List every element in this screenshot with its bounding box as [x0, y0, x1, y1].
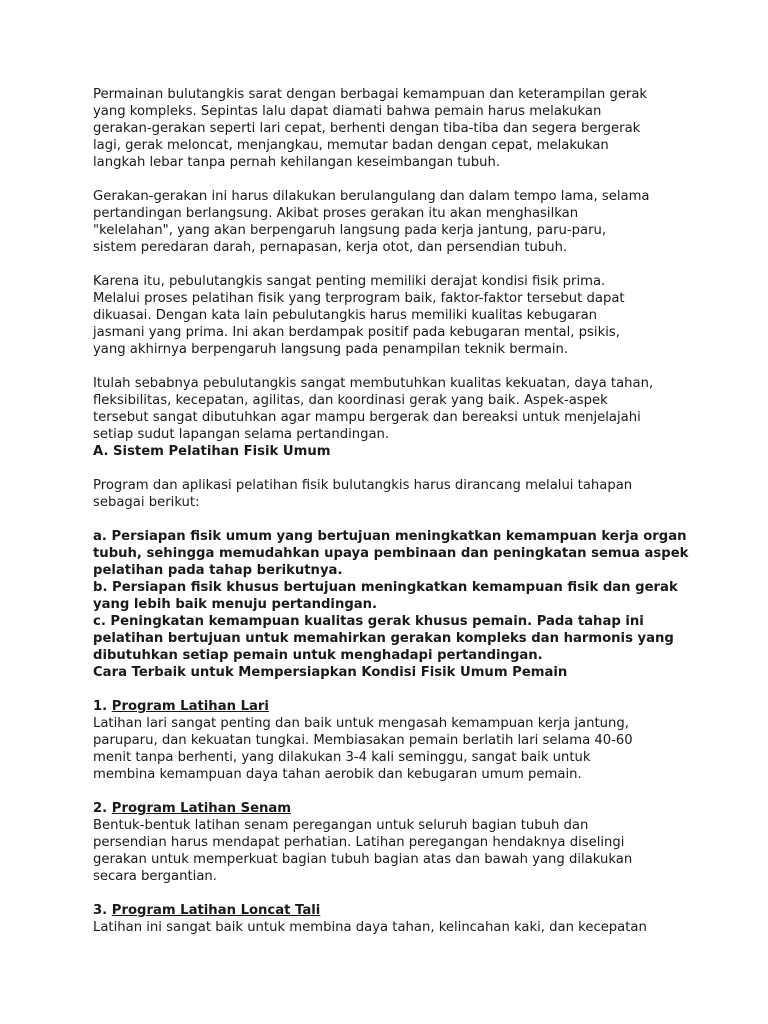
text-line: gerakan-gerakan seperti lari cepat, berhenti dengan tiba-tiba dan segera bergerak: [93, 121, 641, 136]
text-line: yang akhirnya berpengaruh langsung pada penampilan teknik bermain.: [93, 342, 569, 357]
text-line: langkah lebar tanpa pernah kehilangan keseimbangan tubuh.: [93, 155, 501, 170]
list-item: pelatihan bertujuan untuk memahirkan gerakan kompleks dan harmonis yang: [93, 631, 674, 646]
text-line: Melalui proses pelatihan fisik yang terprogram baik, faktor-faktor tersebut dapat: [93, 291, 625, 306]
paragraph-intro: [93, 86, 693, 171]
program-title: Program Latihan Lari: [111, 699, 269, 714]
program-3-heading: [93, 902, 693, 919]
program-2-heading: [93, 800, 693, 817]
list-item: a. Persiapan fisik umum yang bertujuan meningkatkan kemampuan kerja organ: [93, 529, 687, 544]
program-number: 3.: [93, 903, 112, 918]
text-line: gerakan untuk memperkuat bagian tubuh bagian atas dan bawah yang dilakukan: [93, 852, 633, 867]
text-line: Permainan bulutangkis sarat dengan berbagai kemampuan dan keterampilan gerak: [93, 87, 648, 102]
text-line: lagi, gerak meloncat, menjangkau, memutar badan dengan cepat, melakukan: [93, 138, 609, 153]
text-line: Bentuk-bentuk latihan senam peregangan untuk seluruh bagian tubuh dan: [93, 818, 589, 833]
text-line: menit tanpa berhenti, yang dilakukan 3-4 kali seminggu, sangat baik untuk: [93, 750, 591, 765]
list-item: b. Persiapan fisik khusus bertujuan meningkatkan kemampuan fisik dan gerak: [93, 580, 678, 595]
list-item: c. Peningkatan kemampuan kualitas gerak khusus pemain. Pada tahap ini: [93, 614, 644, 629]
text-line: fleksibilitas, kecepatan, agilitas, dan koordinasi gerak yang baik. Aspek-aspek: [93, 393, 608, 408]
text-line: Program dan aplikasi pelatihan fisik bulutangkis harus dirancang melalui tahapan: [93, 478, 633, 493]
text-line: "kelelahan", yang akan berpengaruh langsung pada kerja jantung, paru-paru,: [93, 223, 607, 238]
paragraph-gerakan: [93, 188, 693, 256]
program-2-body: [93, 817, 693, 885]
text-line: membina kemampuan daya tahan aerobik dan kebugaran umum pemain.: [93, 767, 582, 782]
text-line: jasmani yang prima. Ini akan berdampak positif pada kebugaran mental, psikis,: [93, 325, 620, 340]
text-line: Gerakan-gerakan ini harus dilakukan berulangulang dan dalam tempo lama, selama: [93, 189, 650, 204]
paragraph-itulah: [93, 375, 693, 443]
text-line: yang kompleks. Sepintas lalu dapat diamati bahwa pemain harus melakukan: [93, 104, 602, 119]
program-title: Program Latihan Loncat Tali: [111, 903, 321, 918]
paragraph-karena: [93, 273, 693, 358]
text-line: persendian harus mendapat perhatian. Latihan peregangan hendaknya diselingi: [93, 835, 625, 850]
text-line: secara bergantian.: [93, 869, 217, 884]
text-line: sebagai berikut:: [93, 495, 200, 510]
text-line: setiap sudut lapangan selama pertandingan.: [93, 427, 390, 442]
section-cara-heading: Cara Terbaik untuk Mempersiapkan Kondisi Fisik Umum Pemain: [93, 665, 568, 680]
text-line: Latihan ini sangat baik untuk membina daya tahan, kelincahan kaki, dan kecepatan: [93, 920, 647, 935]
program-1-body: [93, 715, 693, 783]
section-a-heading: A. Sistem Pelatihan Fisik Umum: [93, 444, 331, 459]
list-item: yang lebih baik menuju pertandingan.: [93, 597, 378, 612]
list-item: dibutuhkan setiap pemain untuk menghadapi pertandingan.: [93, 648, 543, 663]
section-a-intro: [93, 477, 693, 511]
text-line: pertandingan berlangsung. Akibat proses gerakan itu akan menghasilkan: [93, 206, 579, 221]
text-line: sistem peredaran darah, pernapasan, kerja otot, dan persendian tubuh.: [93, 240, 568, 255]
text-line: tersebut sangat dibutuhkan agar mampu bergerak dan bereaksi untuk menjelajahi: [93, 410, 641, 425]
list-item: pelatihan pada tahap berikutnya.: [93, 563, 343, 578]
section-a-items: [93, 528, 693, 664]
text-line: dikuasai. Dengan kata lain pebulutangkis harus memiliki kualitas kebugaran: [93, 308, 598, 323]
list-item: tubuh, sehingga memudahkan upaya pembinaan dan peningkatan semua aspek: [93, 546, 689, 561]
text-line: Itulah sebabnya pebulutangkis sangat membutuhkan kualitas kekuatan, daya tahan,: [93, 376, 654, 391]
text-line: Latihan lari sangat penting dan baik untuk mengasah kemampuan kerja jantung,: [93, 716, 629, 731]
document-page: [93, 86, 693, 953]
program-1-heading: [93, 698, 693, 715]
program-number: 1.: [93, 699, 112, 714]
program-number: 2.: [93, 801, 112, 816]
program-3-body: [93, 919, 693, 936]
text-line: paruparu, dan kekuatan tungkai. Membiasakan pemain berlatih lari selama 40-60: [93, 733, 633, 748]
program-title: Program Latihan Senam: [111, 801, 292, 816]
text-line: Karena itu, pebulutangkis sangat penting memiliki derajat kondisi fisik prima.: [93, 274, 606, 289]
